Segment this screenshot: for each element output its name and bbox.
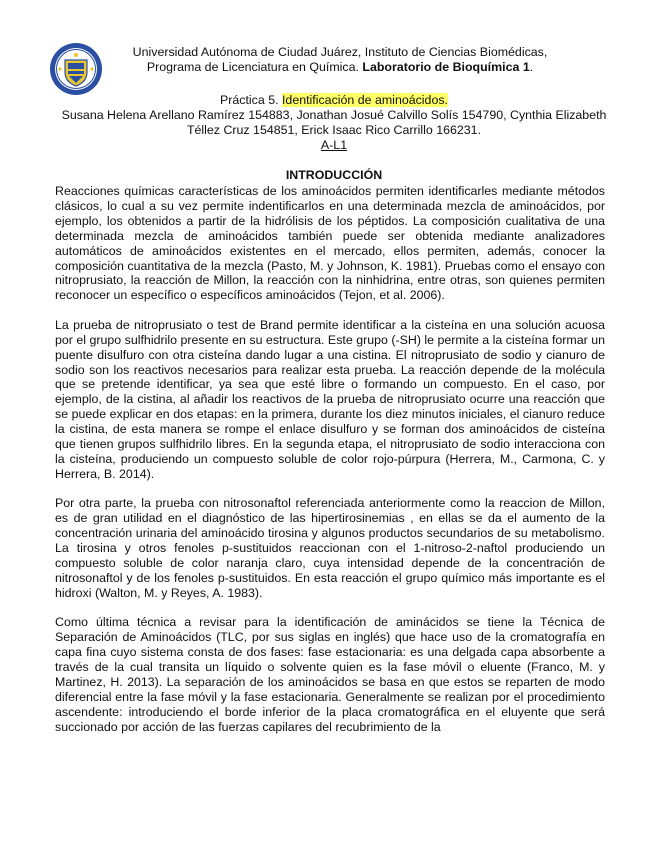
university-seal-icon xyxy=(49,42,103,96)
practice-group: A-L1 xyxy=(320,137,348,152)
header-program-text: Programa de Licenciatura en Química. xyxy=(146,59,363,74)
practice-title: Identificación de aminoácidos. xyxy=(281,93,448,107)
header-institution: Universidad Autónoma de Ciudad Juárez, Instituto de Ciencias Biomédicas, xyxy=(132,45,548,59)
header-lab-name: Laboratorio de Bioquímica 1 xyxy=(362,59,530,74)
header-program xyxy=(105,60,575,75)
practice-number: Práctica 5. xyxy=(220,93,282,107)
intro-paragraph: Como última técnica a revisar para la identificación de aminácidos se tiene la Técnica de Separación de Aminoácidos (TLC, por sus siglas en inglés) que hace uso de la cromatografía en capa fina cuyo sistema consta de dos fases: fase estacionaria: es una delgada capa absorbente a través de la cual transita un líquido o solvente quien es la fase móvil o eluente (Franco, M. y Martinez, H. 2013). La separación de los aminoácidos se basa en que estos se reparten de modo diferencial entre la fase móvil y la fase estacionaria. Generalmente se realizan por el procedimiento ascendente: introduciendo el borde inferior de la placa cromatográfica en el eluyente que será succionado por acción de las fuerzas capilares del recubrimiento de la xyxy=(55,615,605,734)
practice-title-line xyxy=(60,93,608,108)
intro-paragraph: Reacciones químicas características de los aminoácidos permiten identificarles mediante métodos clásicos, lo cual a su vez permite indentificarlos en una determinada mezcla de aminoácidos, por ejemplo, los obtenidos a partir de la hidrólisis de los péptidos. La composición cualitativa de una determinada mezcla de aminoácidos también puede ser obtenida mediante analizadores automáticos de aminoácidos existentes en el mercado, ellos permiten, además, conocer la composición cuantitativa de la mezcla (Pasto, M. y Johnson, K. 1981). Pruebas como el ensayo con nitroprusiato, la reacción de Millon, la reacción con la ninhidrina, entre otras, son quienes permiten reconocer un específico o específicos aminoácidos (Tejon, et al. 2006). xyxy=(55,184,605,303)
practice-block xyxy=(60,93,608,153)
document-header xyxy=(105,45,575,75)
section-title-introduccion: INTRODUCCIÓN xyxy=(285,168,383,182)
practice-authors: Susana Helena Arellano Ramírez 154883, Jonathan Josué Calvillo Solís 154790, Cynthia Elizabeth Téllez Cruz 154851, Erick Isaac Rico Carrillo 166231. xyxy=(61,107,607,137)
intro-paragraph: Por otra parte, la prueba con nitrosonaftol referenciada anteriormente como la reaccion de Millon, es de gran utilidad en el diagnóstico de las hipertirosinemias , en ellas se da el aumento de la concentración urinaria del aminoácido tirosina y algunos productos secundarios de su metabolismo. La tirosina y otros fenoles p-sustituidos reaccionan con el 1-nitroso-2-naftol produciendo un compuesto soluble de color naranja claro, cuya intensidad depende de la concentración de nitrosonaftol y de los fenoles p-sustituidos. En esta reacción el grupo químico más importante es el hidroxi (Walton, M. y Reyes, A. 1983). xyxy=(55,496,605,600)
header-program-suffix: . xyxy=(529,59,534,74)
intro-paragraph: La prueba de nitroprusiato o test de Brand permite identificar a la cisteína en una solución acuosa por el grupo sulfhidrilo presente en su estructura. Este grupo (-SH) le permite a la cisteína formar un puente disulfuro con otra cisteína dando lugar a una cistina. El nitroprusiato de sodio y cianuro de sodio son los reactivos necesarios para realizar esta prueba. La reacción depende de la molécula que se pretende identificar, ya sea que esté libre o formando un compuesto. En el caso, por ejemplo, de la cistina, al añadir los reactivos de la prueba de nitroprusiato ocurre una reacción que se puede explicar en dos etapas: en la primera, durante los diez minutos iniciales, el cianuro reduce la cistina, de esta manera se rompe el enlace disulfuro y se forman dos aminoácidos de cisteína que tienen grupos sulfhidrilo libres. En la segunda etapa, el nitroprusiato de sodio interacciona con la cisteína, produciendo un compuesto soluble de color rojo-púrpura (Herrera, M., Carmona, C. y Herrera, B. 2014). xyxy=(55,317,605,481)
intro-body xyxy=(55,184,605,735)
